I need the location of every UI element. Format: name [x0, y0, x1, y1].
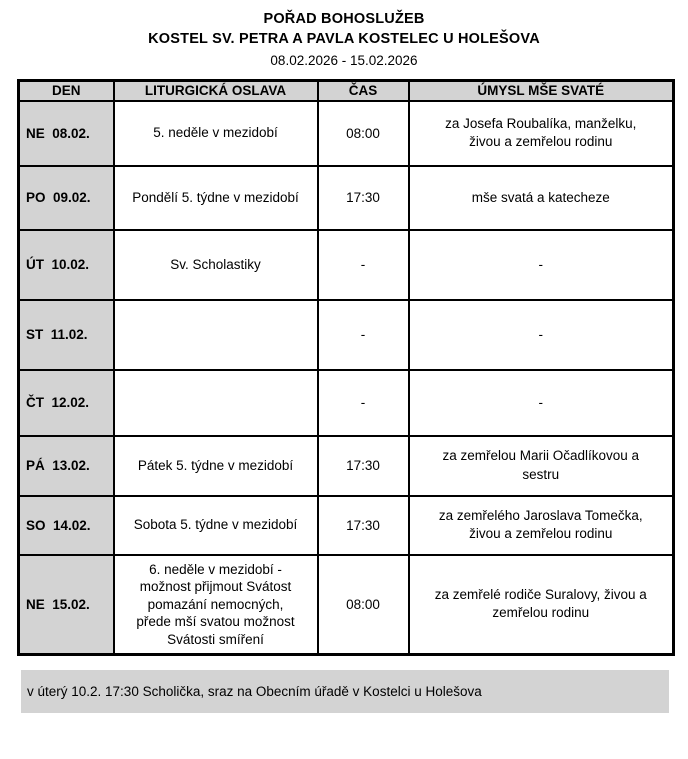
liturgy-cell: Pondělí 5. týdne v mezidobí: [114, 166, 318, 230]
time-cell: 17:30: [318, 436, 409, 496]
column-header-den: DEN: [19, 81, 114, 101]
table-row: [19, 230, 674, 300]
day-cell: PO 09.02.: [19, 166, 114, 230]
time-cell: 17:30: [318, 496, 409, 555]
liturgy-cell: 5. neděle v mezidobí: [114, 101, 318, 166]
day-cell: ST 11.02.: [19, 300, 114, 370]
schedule-table: [17, 79, 675, 656]
intention-cell: -: [409, 300, 674, 370]
footer-note: v úterý 10.2. 17:30 Scholička, sraz na Obecním úřadě v Kostelci u Holešova: [27, 684, 482, 700]
intention-cell: za zemřelou Marii Očadlíkovou a sestru: [409, 436, 674, 496]
liturgy-cell: Sv. Scholastiky: [114, 230, 318, 300]
day-cell: ÚT 10.02.: [19, 230, 114, 300]
day-cell: SO 14.02.: [19, 496, 114, 555]
intention-cell: za zemřelého Jaroslava Tomečka, živou a zemřelou rodinu: [409, 496, 674, 555]
liturgy-cell: [114, 300, 318, 370]
day-cell: NE 15.02.: [19, 555, 114, 655]
liturgy-cell: 6. neděle v mezidobí - možnost přijmout Svátost pomazání nemocných, přede mší svatou možnost Svátosti smíření: [114, 555, 318, 655]
column-header-intention: ÚMYSL MŠE SVATÉ: [409, 81, 674, 101]
document-header: [0, 10, 688, 68]
table-row: [19, 101, 674, 166]
liturgy-cell: [114, 370, 318, 436]
time-cell: -: [318, 370, 409, 436]
table-header-row: [19, 81, 674, 101]
church-name: KOSTEL SV. PETRA A PAVLA KOSTELEC U HOLEŠOVA: [148, 30, 540, 47]
intention-cell: -: [409, 370, 674, 436]
table-row: [19, 496, 674, 555]
time-cell: 08:00: [318, 555, 409, 655]
day-cell: PÁ 13.02.: [19, 436, 114, 496]
day-cell: ČT 12.02.: [19, 370, 114, 436]
liturgy-cell: Pátek 5. týdne v mezidobí: [114, 436, 318, 496]
table-row: [19, 370, 674, 436]
table-row: [19, 436, 674, 496]
page-title: POŘAD BOHOSLUŽEB: [263, 11, 425, 27]
intention-cell: za Josefa Roubalíka, manželku, živou a zemřelou rodinu: [409, 101, 674, 166]
column-header-liturgy: LITURGICKÁ OSLAVA: [114, 81, 318, 101]
column-header-time: ČAS: [318, 81, 409, 101]
date-range: 08.02.2026 - 15.02.2026: [270, 53, 418, 69]
time-cell: -: [318, 300, 409, 370]
footer-note-bar: [21, 670, 669, 713]
liturgy-cell: Sobota 5. týdne v mezidobí: [114, 496, 318, 555]
intention-cell: za zemřelé rodiče Suralovy, živou a zemřelou rodinu: [409, 555, 674, 655]
table-row: [19, 555, 674, 655]
time-cell: 08:00: [318, 101, 409, 166]
intention-cell: mše svatá a katecheze: [409, 166, 674, 230]
table-row: [19, 166, 674, 230]
time-cell: 17:30: [318, 166, 409, 230]
time-cell: -: [318, 230, 409, 300]
day-cell: NE 08.02.: [19, 101, 114, 166]
intention-cell: -: [409, 230, 674, 300]
table-row: [19, 300, 674, 370]
